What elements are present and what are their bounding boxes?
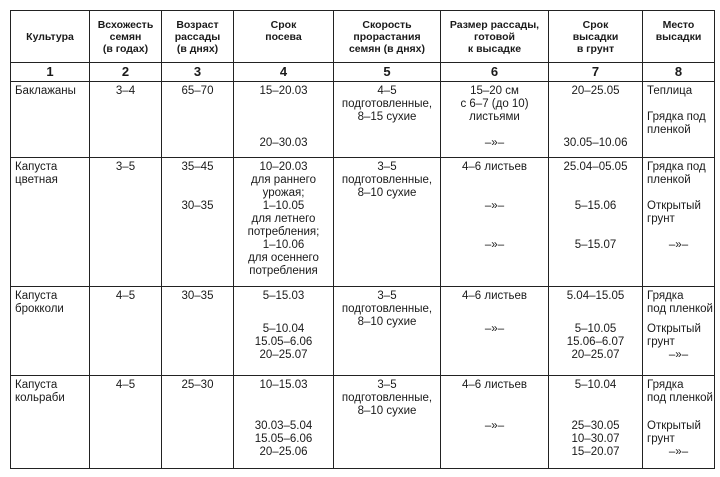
planting-time-cell [549, 376, 643, 469]
sowing-time-cell [234, 158, 334, 287]
culture-cell [11, 376, 90, 469]
cell-text: Открытый [647, 420, 701, 432]
culture-cell [11, 158, 90, 287]
cell-text: подготовленные, [341, 392, 433, 404]
header-sowing-time: Срок посева [234, 11, 334, 63]
cell-text: 15.05–6.06 [254, 433, 313, 445]
seedling-age-cell [162, 376, 234, 469]
germination-cell [90, 287, 162, 376]
cell-text: 5–10.05 [574, 323, 617, 335]
cell-text: пленкой [647, 124, 691, 136]
cell-text: 5–15.07 [574, 239, 617, 251]
cell-text: 20–25.07 [571, 349, 620, 361]
cell-text: –»– [668, 349, 689, 361]
cell-text: 8–15 сухие [357, 111, 417, 123]
cell-text: листьями [469, 111, 520, 123]
cell-text: –»– [484, 200, 505, 212]
column-number: 5 [334, 63, 441, 82]
place-cell [643, 287, 715, 376]
cell-text: 4–6 листьев [461, 379, 528, 391]
seedling-size-cell [441, 376, 549, 469]
cell-text: 25.04–05.05 [563, 161, 628, 173]
culture-name: Баклажаны [15, 85, 76, 97]
seedling-size-cell [441, 82, 549, 158]
cell-text: –»– [484, 239, 505, 251]
header-place: Место высадки [643, 11, 715, 63]
cell-text: 8–10 сухие [357, 316, 417, 328]
cell-text: 20–25.06 [259, 446, 308, 458]
header-planting-time: Срок высадки в грунт [549, 11, 643, 63]
cell-text: 8–10 сухие [357, 405, 417, 417]
cell-text: 30–35 [181, 290, 214, 302]
cell-text: 1–10.06 [262, 239, 305, 251]
cell-text: 15.05–6.06 [254, 336, 313, 348]
cell-text: 1–10.05 [262, 200, 305, 212]
cell-text: 10–15.03 [259, 379, 308, 391]
sprouting-speed-cell [334, 287, 441, 376]
cell-text: 3–5 [115, 161, 136, 173]
planting-time-cell [549, 158, 643, 287]
cell-text: грунт [647, 336, 675, 348]
cell-text: 4–6 листьев [461, 161, 528, 173]
cell-text: –»– [484, 137, 505, 149]
culture-name: Капуста [15, 161, 58, 173]
cell-text: для летнего [251, 213, 316, 225]
cell-text: 4–5 [115, 379, 136, 391]
place-cell [643, 158, 715, 287]
sowing-time-cell [234, 376, 334, 469]
header-seedling-age: Возраст рассады (в днях) [162, 11, 234, 63]
cell-text: 15–20.07 [571, 446, 620, 458]
cell-text: под пленкой [647, 303, 713, 315]
cell-text: 10–20.03 [259, 161, 308, 173]
column-number: 3 [162, 63, 234, 82]
cell-text: 30–35 [181, 200, 214, 212]
planting-time-cell [549, 287, 643, 376]
column-number: 4 [234, 63, 334, 82]
culture-cell [11, 82, 90, 158]
header-culture: Культура [11, 11, 90, 63]
culture-name: брокколи [15, 303, 64, 315]
column-number: 6 [441, 63, 549, 82]
germination-cell [90, 376, 162, 469]
cell-text: Теплица [647, 85, 693, 97]
cell-text: для осеннего [248, 252, 319, 264]
sprouting-speed-cell [334, 376, 441, 469]
planting-time-cell [549, 82, 643, 158]
column-number: 2 [90, 63, 162, 82]
culture-name: цветная [15, 174, 58, 186]
table-row [11, 287, 715, 376]
header-row [11, 11, 715, 63]
cell-text: под пленкой [647, 392, 713, 404]
culture-name: Капуста [15, 379, 58, 391]
cell-text: 30.03–5.04 [254, 420, 313, 432]
culture-cell [11, 287, 90, 376]
cell-text: Грядка [647, 290, 684, 302]
culture-name: кольраби [15, 392, 65, 404]
cell-text: –»– [484, 323, 505, 335]
header-seedling-size: Размер рассады, готовой к высадке [441, 11, 549, 63]
cell-text: Открытый [647, 323, 701, 335]
document-page [10, 10, 714, 472]
cell-text: подготовленные, [341, 174, 433, 186]
cell-text: 20–25.05 [571, 85, 620, 97]
cell-text: грунт [647, 213, 675, 225]
place-cell [643, 82, 715, 158]
cell-text: подготовленные, [341, 98, 433, 110]
cell-text: грунт [647, 433, 675, 445]
header-sprouting-speed: Скорость прорастания семян (в днях) [334, 11, 441, 63]
cell-text: 20–30.03 [259, 137, 308, 149]
germination-cell [90, 82, 162, 158]
cell-text: 3–5 [377, 290, 397, 302]
cell-text: подготовленные, [341, 303, 433, 315]
cell-text: 65–70 [181, 85, 214, 97]
seedling-age-cell [162, 287, 234, 376]
place-cell [643, 376, 715, 469]
cell-text: Открытый [647, 200, 701, 212]
cell-text: 35–45 [181, 161, 214, 173]
seedling-size-cell [441, 287, 549, 376]
column-number: 7 [549, 63, 643, 82]
cell-text: 8–10 сухие [357, 187, 417, 199]
cell-text: с 6–7 (до 10) [460, 98, 529, 110]
cell-text: для раннего [250, 174, 317, 186]
germination-cell [90, 158, 162, 287]
column-number: 1 [11, 63, 90, 82]
cell-text: пленкой [647, 174, 691, 186]
cell-text: –»– [668, 446, 689, 458]
table-row [11, 82, 715, 158]
seedling-age-cell [162, 82, 234, 158]
culture-name: Капуста [15, 290, 58, 302]
cell-text: 5–15.06 [574, 200, 617, 212]
cell-text: 10–30.07 [571, 433, 620, 445]
cell-text: 5.04–15.05 [566, 290, 625, 302]
column-number-row [11, 63, 715, 82]
cell-text: 4–5 [377, 85, 397, 97]
cell-text: 15.06–6.07 [566, 336, 625, 348]
cell-text: 3–5 [377, 379, 397, 391]
cell-text: 5–15.03 [262, 290, 305, 302]
cell-text: урожая; [262, 187, 305, 199]
cell-text: 4–5 [115, 290, 136, 302]
cell-text: 5–10.04 [574, 379, 617, 391]
seedling-age-cell [162, 158, 234, 287]
cell-text: –»– [484, 420, 505, 432]
cell-text: 25–30 [181, 379, 214, 391]
cell-text: 30.05–10.06 [563, 137, 628, 149]
cell-text: 20–25.07 [259, 349, 308, 361]
cell-text: 3–4 [115, 85, 136, 97]
sprouting-speed-cell [334, 82, 441, 158]
sprouting-speed-cell [334, 158, 441, 287]
cell-text: потребления; [247, 226, 320, 238]
cell-text: 15–20.03 [259, 85, 308, 97]
sowing-time-cell [234, 82, 334, 158]
header-germination: Всхожесть семян (в годах) [90, 11, 162, 63]
cell-text: Грядка под [647, 111, 706, 123]
column-number: 8 [643, 63, 715, 82]
cell-text: потребления [249, 265, 318, 277]
cell-text: 15–20 см [470, 85, 519, 97]
table-row [11, 376, 715, 469]
cell-text: 3–5 [377, 161, 397, 173]
planting-table [10, 10, 715, 469]
seedling-size-cell [441, 158, 549, 287]
cell-text: –»– [668, 239, 689, 251]
cell-text: 5–10.04 [262, 323, 305, 335]
sowing-time-cell [234, 287, 334, 376]
cell-text: Грядка под [647, 161, 706, 173]
table-row [11, 158, 715, 287]
cell-text: 25–30.05 [571, 420, 620, 432]
cell-text: Грядка [647, 379, 684, 391]
cell-text: 4–6 листьев [461, 290, 528, 302]
